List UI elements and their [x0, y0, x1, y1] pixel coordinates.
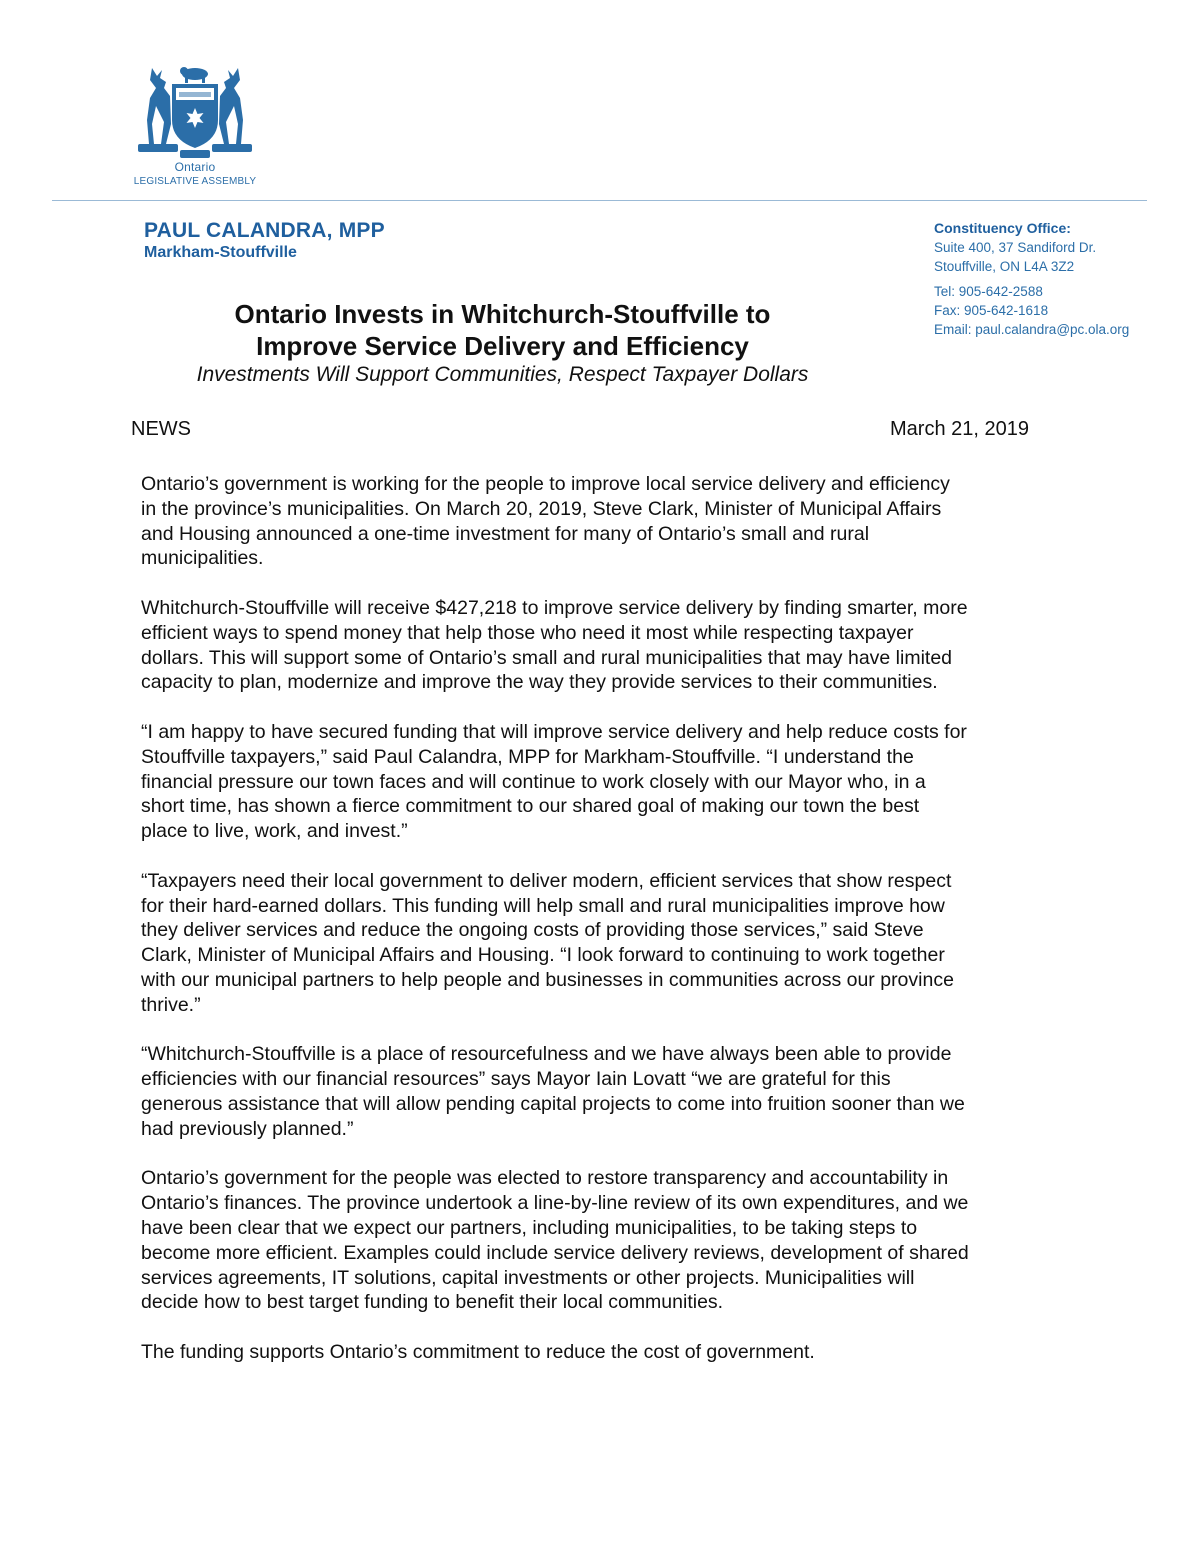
- paragraph-line: The funding supports Ontario’s commitment to reduce the cost of government.: [141, 1340, 815, 1363]
- paragraph-line: efficient ways to spend money that help those who need it most while respecting taxpayer: [141, 621, 914, 644]
- paragraph-5: [141, 1042, 1066, 1141]
- office-heading: Constituency Office:: [934, 220, 1071, 236]
- ontario-coat-of-arms-icon: [130, 62, 260, 160]
- logo-subtitle: LEGISLATIVE ASSEMBLY: [133, 176, 257, 187]
- office-fax: Fax: 905-642-1618: [934, 303, 1049, 318]
- paragraph-line: and Housing announced a one-time investment for many of Ontario’s small and rural: [141, 522, 870, 545]
- logo-name: Ontario: [174, 160, 216, 174]
- mpp-name: PAUL CALANDRA, MPP: [144, 219, 385, 242]
- release-body: [141, 472, 1066, 1389]
- paragraph-line: place to live, work, and invest.”: [141, 820, 408, 843]
- paragraph-4: [141, 869, 1066, 1018]
- news-label: NEWS: [131, 418, 191, 440]
- release-title: [150, 298, 855, 362]
- paragraph-line: short time, has shown a fierce commitment to our shared goal of making our town the best: [141, 795, 920, 818]
- paragraph-line: had previously planned.”: [141, 1117, 354, 1140]
- paragraph-line: Clark, Minister of Municipal Affairs and Housing. “I look forward to continuing to work together: [141, 944, 945, 967]
- paragraph-1: [141, 472, 1066, 571]
- paragraph-line: decide how to best target funding to benefit their local communities.: [141, 1291, 724, 1314]
- paragraph-6: [141, 1166, 1066, 1315]
- constituency-office-block: [934, 220, 1129, 341]
- paragraph-line: thrive.”: [141, 993, 201, 1016]
- paragraph-line: have been clear that we expect our partners, including municipalities, to be taking steps to: [141, 1216, 918, 1239]
- paragraph-line: for their hard-earned dollars. This funding will help small and rural municipalities improve how: [141, 894, 945, 917]
- release-title-line-2: Improve Service Delivery and Efficiency: [256, 331, 749, 361]
- paragraph-line: Ontario’s government is working for the people to improve local service delivery and efficiency: [141, 473, 950, 495]
- paragraph-line: they deliver services and reduce the ongoing costs of providing those services,” said Steve: [141, 919, 924, 942]
- paragraph-line: “Whitchurch-Stouffville is a place of resourcefulness and we have always been able to provide: [141, 1043, 952, 1066]
- office-tel: Tel: 905-642-2588: [934, 284, 1043, 299]
- office-email: Email: paul.calandra@pc.ola.org: [934, 322, 1130, 337]
- office-address-line-2: Stouffville, ON L4A 3Z2: [934, 259, 1075, 274]
- paragraph-line: become more efficient. Examples could include service delivery reviews, development of shared: [141, 1241, 969, 1264]
- paragraph-line: Ontario’s government for the people was elected to restore transparency and accountability in: [141, 1167, 949, 1190]
- mpp-riding: Markham-Stouffville: [144, 244, 297, 261]
- paragraph-line: capacity to plan, modernize and improve the way they provide services to their communities.: [141, 671, 938, 694]
- paragraph-line: generous assistance that will allow pending capital projects to come into fruition sooner than we: [141, 1092, 965, 1115]
- paragraph-7: [141, 1340, 1066, 1365]
- release-date: March 21, 2019: [890, 418, 1029, 440]
- release-title-line-1: Ontario Invests in Whitchurch-Stouffville to: [234, 299, 771, 329]
- office-address-line-1: Suite 400, 37 Sandiford Dr.: [934, 240, 1097, 255]
- paragraph-line: financial pressure our town faces and will continue to work closely with our Mayor who, in a: [141, 770, 926, 793]
- paragraph-line: Ontario’s finances. The province undertook a line-by-line review of its own expenditures, and we: [141, 1192, 969, 1215]
- paragraph-line: with our municipal partners to help people and businesses in communities across our province: [141, 968, 954, 991]
- legislative-assembly-logo: [130, 62, 260, 194]
- paragraph-line: “I am happy to have secured funding that will improve service delivery and help reduce costs for: [141, 720, 967, 743]
- release-subtitle: Investments Will Support Communities, Respect Taxpayer Dollars: [196, 363, 809, 386]
- paragraph-line: Whitchurch-Stouffville will receive $427,218 to improve service delivery by finding smarter, more: [141, 596, 968, 619]
- paragraph-line: municipalities.: [141, 547, 264, 570]
- paragraph-2: [141, 596, 1066, 695]
- paragraph-line: services agreements, IT solutions, capital investments or other projects. Municipalities will: [141, 1266, 915, 1289]
- paragraph-line: Stouffville taxpayers,” said Paul Calandra, MPP for Markham-Stouffville. “I understand the: [141, 745, 914, 768]
- paragraph-line: efficiencies with our financial resources” says Mayor Iain Lovatt “we are grateful for this: [141, 1068, 891, 1091]
- letterhead-divider: [52, 200, 1147, 201]
- paragraph-3: [141, 720, 1066, 844]
- paragraph-line: in the province’s municipalities. On March 20, 2019, Steve Clark, Minister of Municipal Affairs: [141, 497, 942, 520]
- paragraph-line: dollars. This will support some of Ontario’s small and rural municipalities that may have limited: [141, 646, 953, 669]
- paragraph-line: “Taxpayers need their local government to deliver modern, efficient services that show respect: [141, 869, 952, 892]
